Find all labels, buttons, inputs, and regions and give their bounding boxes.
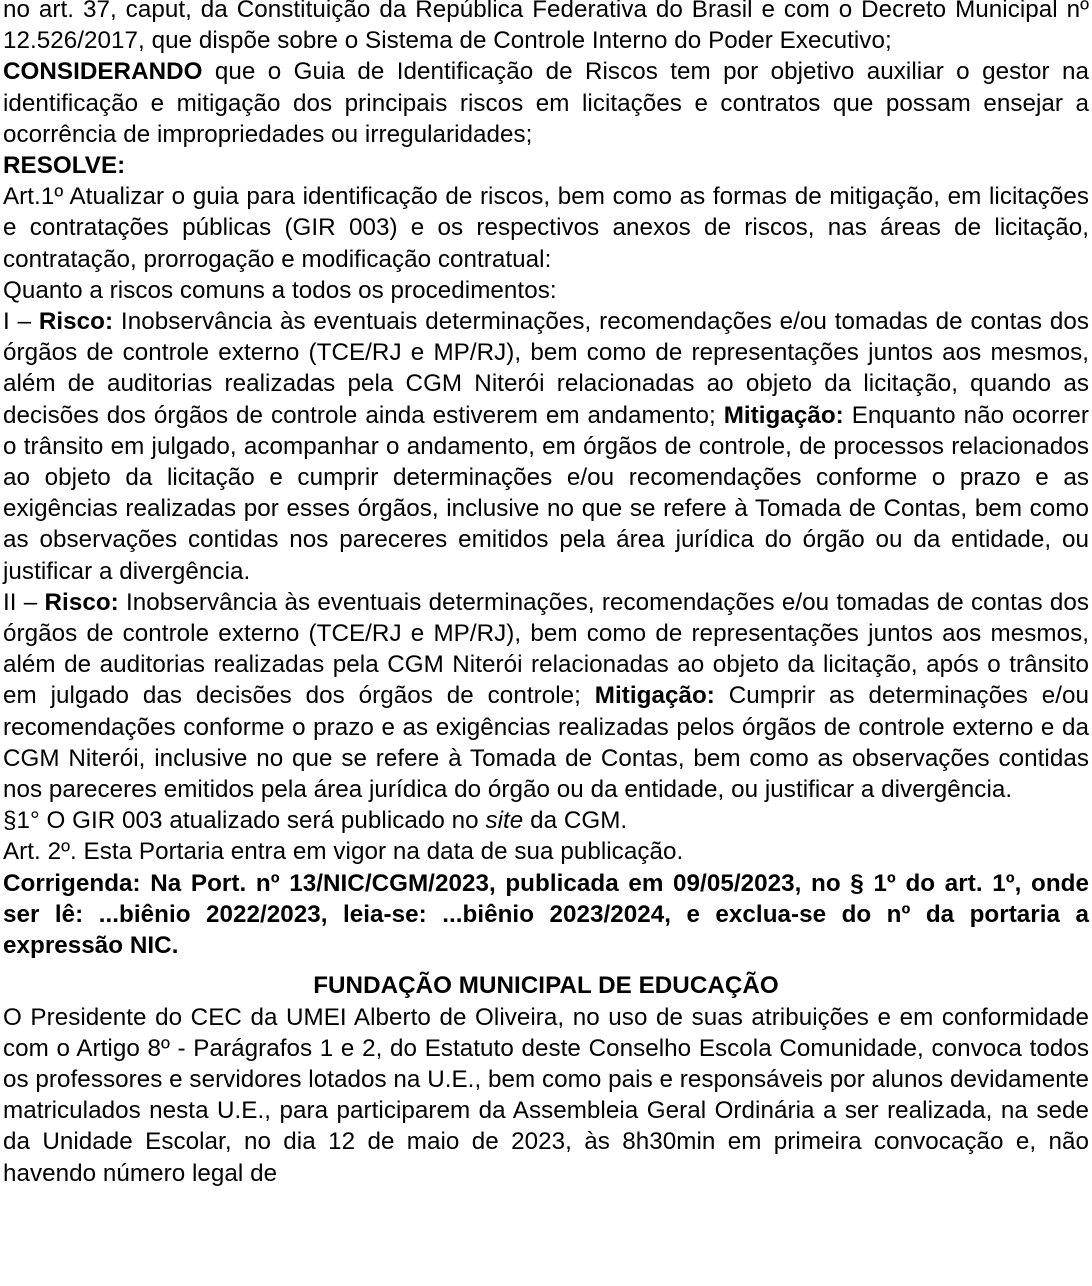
resolve-label (3, 150, 1089, 181)
resolve-text: RESOLVE: (3, 152, 126, 180)
risk-item-1-mitigacao-text: Enquanto não ocorrer o trânsito em julgado, acompanhar o andamento, em órgãos de controle, de processos relacionados ao objeto da licitação e cumprir determinações e/ou recomendações conforme o prazo e as exigências realizadas por esses órgãos, inclusive no que se refere à Tomada de Contas, bem como as observações contidas nos pareceres emitidos pela área jurídica do órgão ou da entidade, ou justificar a divergência. (3, 401, 1089, 585)
common-risks-intro: Quanto a riscos comuns a todos os procedimentos: (3, 276, 557, 304)
paragraph-1-after: da CGM. (523, 807, 628, 835)
corrigenda (3, 868, 1089, 962)
risk-item-1 (3, 306, 1089, 587)
considerando-paragraph (3, 56, 1089, 150)
paragraph-1-before: §1° O GIR 003 atualizado será publicado no (3, 807, 486, 835)
article-2: Art. 2º. Esta Portaria entra em vigor na data de sua publicação. (3, 838, 684, 866)
paragraph-1-italic: site (485, 807, 524, 835)
risk-item-1-mitigacao-label: Mitigação: (723, 401, 844, 429)
article-1: Art.1º Atualizar o guia para identificação de riscos, bem como as formas de mitigação, em licitações e contratações públicas (GIR 003) e os respectivos anexos de riscos, nas áreas de licitação, contratação, prorrogação e modificação contratual: (3, 183, 1089, 273)
paragraph-1 (3, 805, 1089, 836)
risk-item-2-mitigacao-text: Cumprir as determinações e/ou recomendações conforme o prazo e as exigências realizadas pelos órgãos de controle externo e da CGM Niterói, inclusive no que se refere à Tomada de Contas, bem como as observações contidas nos pareceres emitidos pela área jurídica do órgão ou da entidade, ou justificar a divergência. (3, 682, 1090, 804)
risk-item-2-prefix: II – (3, 588, 45, 616)
risk-item-2-mitigacao-label: Mitigação: (594, 682, 715, 710)
considerando-label: CONSIDERANDO (3, 58, 203, 86)
risk-item-2-risco-text: Inobservância às eventuais determinações, recomendações e/ou tomadas de contas dos órgãos de controle externo (TCE/RJ e MP/RJ), bem como de representações juntos aos mesmos, além de auditorias realizadas pela CGM Niterói relacionadas ao objeto da licitação, após o trânsito em julgado das decisões dos órgãos de controle; (3, 588, 1089, 710)
intro-paragraph: no art. 37, caput, da Constituição da República Federativa do Brasil e com o Decreto Municipal nº 12.526/2017, que dispõe sobre o Sistema de Controle Interno do Poder Executivo; (3, 0, 1089, 55)
section-heading: FUNDAÇÃO MUNICIPAL DE EDUCAÇÃO (313, 972, 779, 1000)
risk-item-1-risco-text: Inobservância às eventuais determinações, recomendações e/ou tomadas de contas dos órgãos de controle externo (TCE/RJ e MP/RJ), bem como de representações juntos aos mesmos, além de auditorias realizadas pela CGM Niterói relacionadas ao objeto da licitação, quando as decisões dos órgãos de controle ainda estiverem em andamento; (3, 308, 1089, 429)
risk-item-1-risco-label: Risco: (38, 308, 114, 336)
risk-item-1-prefix: I – (3, 308, 39, 336)
corrigenda-text: Corrigenda: Na Port. nº 13/NIC/CGM/2023, publicada em 09/05/2023, no § 1º do art. 1º, onde ser lê: ...biênio 2022/2023, leia-se: ...biênio 2023/2024, e exclua-se do nº da portaria a expressão NIC. (3, 869, 1089, 960)
document-page (3, 0, 1089, 1189)
convocacao-paragraph: O Presidente do CEC da UMEI Alberto de Oliveira, no uso de suas atribuições e em conformidade com o Artigo 8º - Parágrafos 1 e 2, do Estatuto deste Conselho Escola Comunidade, convoca todos os professores e servidores lotados na U.E., bem como pais e responsáveis por alunos devidamente matriculados nesta U.E., para participarem da Assembleia Geral Ordinária a ser realizada, na sede da Unidade Escolar, no dia 12 de maio de 2023, às 8h30min em primeira convocação e, não havendo número legal de (3, 1003, 1089, 1187)
risk-item-2 (3, 587, 1089, 805)
considerando-text: que o Guia de Identificação de Riscos tem por objetivo auxiliar o gestor na identificação e mitigação dos principais riscos em licitações e contratos que possam ensejar a ocorrência de impropriedades ou irregularidades; (3, 58, 1089, 148)
risk-item-2-risco-label: Risco: (44, 588, 119, 616)
